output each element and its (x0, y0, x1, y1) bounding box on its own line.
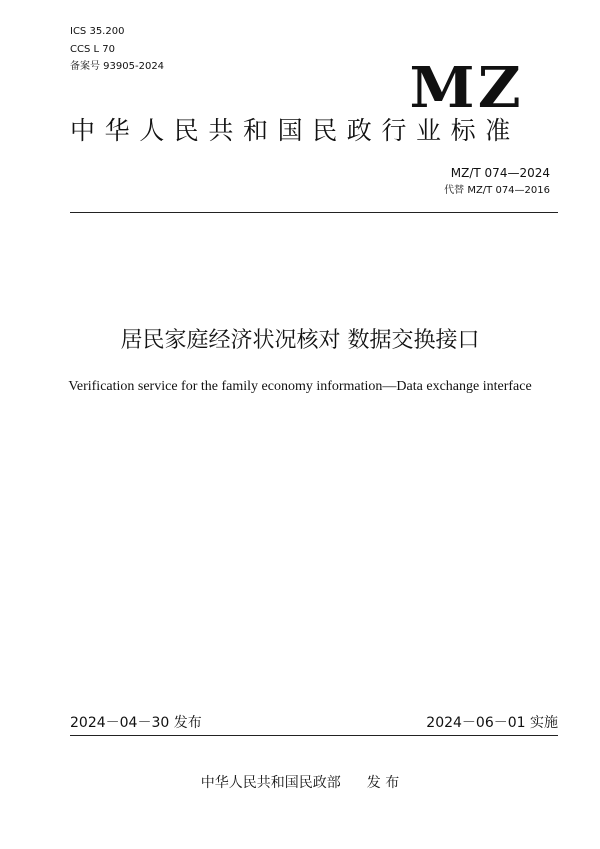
standard-logo: MZ (409, 55, 524, 121)
ics-code: ICS 35.200 (70, 26, 125, 37)
filing-number: 备案号 93905-2024 (70, 61, 165, 72)
footer-divider (70, 735, 558, 736)
implementation-date: 2024－06－01 实施 (426, 715, 558, 731)
issuer-name: 中华人民共和国民政部 (200, 775, 341, 791)
issue-label: 发 布 (366, 775, 400, 791)
ccs-code: CCS L 70 (70, 44, 115, 55)
issue-date: 2024－04－30 发布 (70, 715, 202, 731)
replaces-standard: 代替 MZ/T 074—2016 (444, 185, 550, 196)
issuer-line (0, 774, 600, 792)
standard-code: MZ/T 074—2024 (450, 166, 550, 180)
header-divider (70, 212, 558, 213)
standard-type-title: 中华人民共和国民政行业标准 (70, 116, 520, 145)
document-title-english: Verification service for the family economy information—Data exchange interface (68, 379, 532, 394)
document-title-chinese: 居民家庭经济状况核对 数据交换接口 (120, 328, 480, 353)
